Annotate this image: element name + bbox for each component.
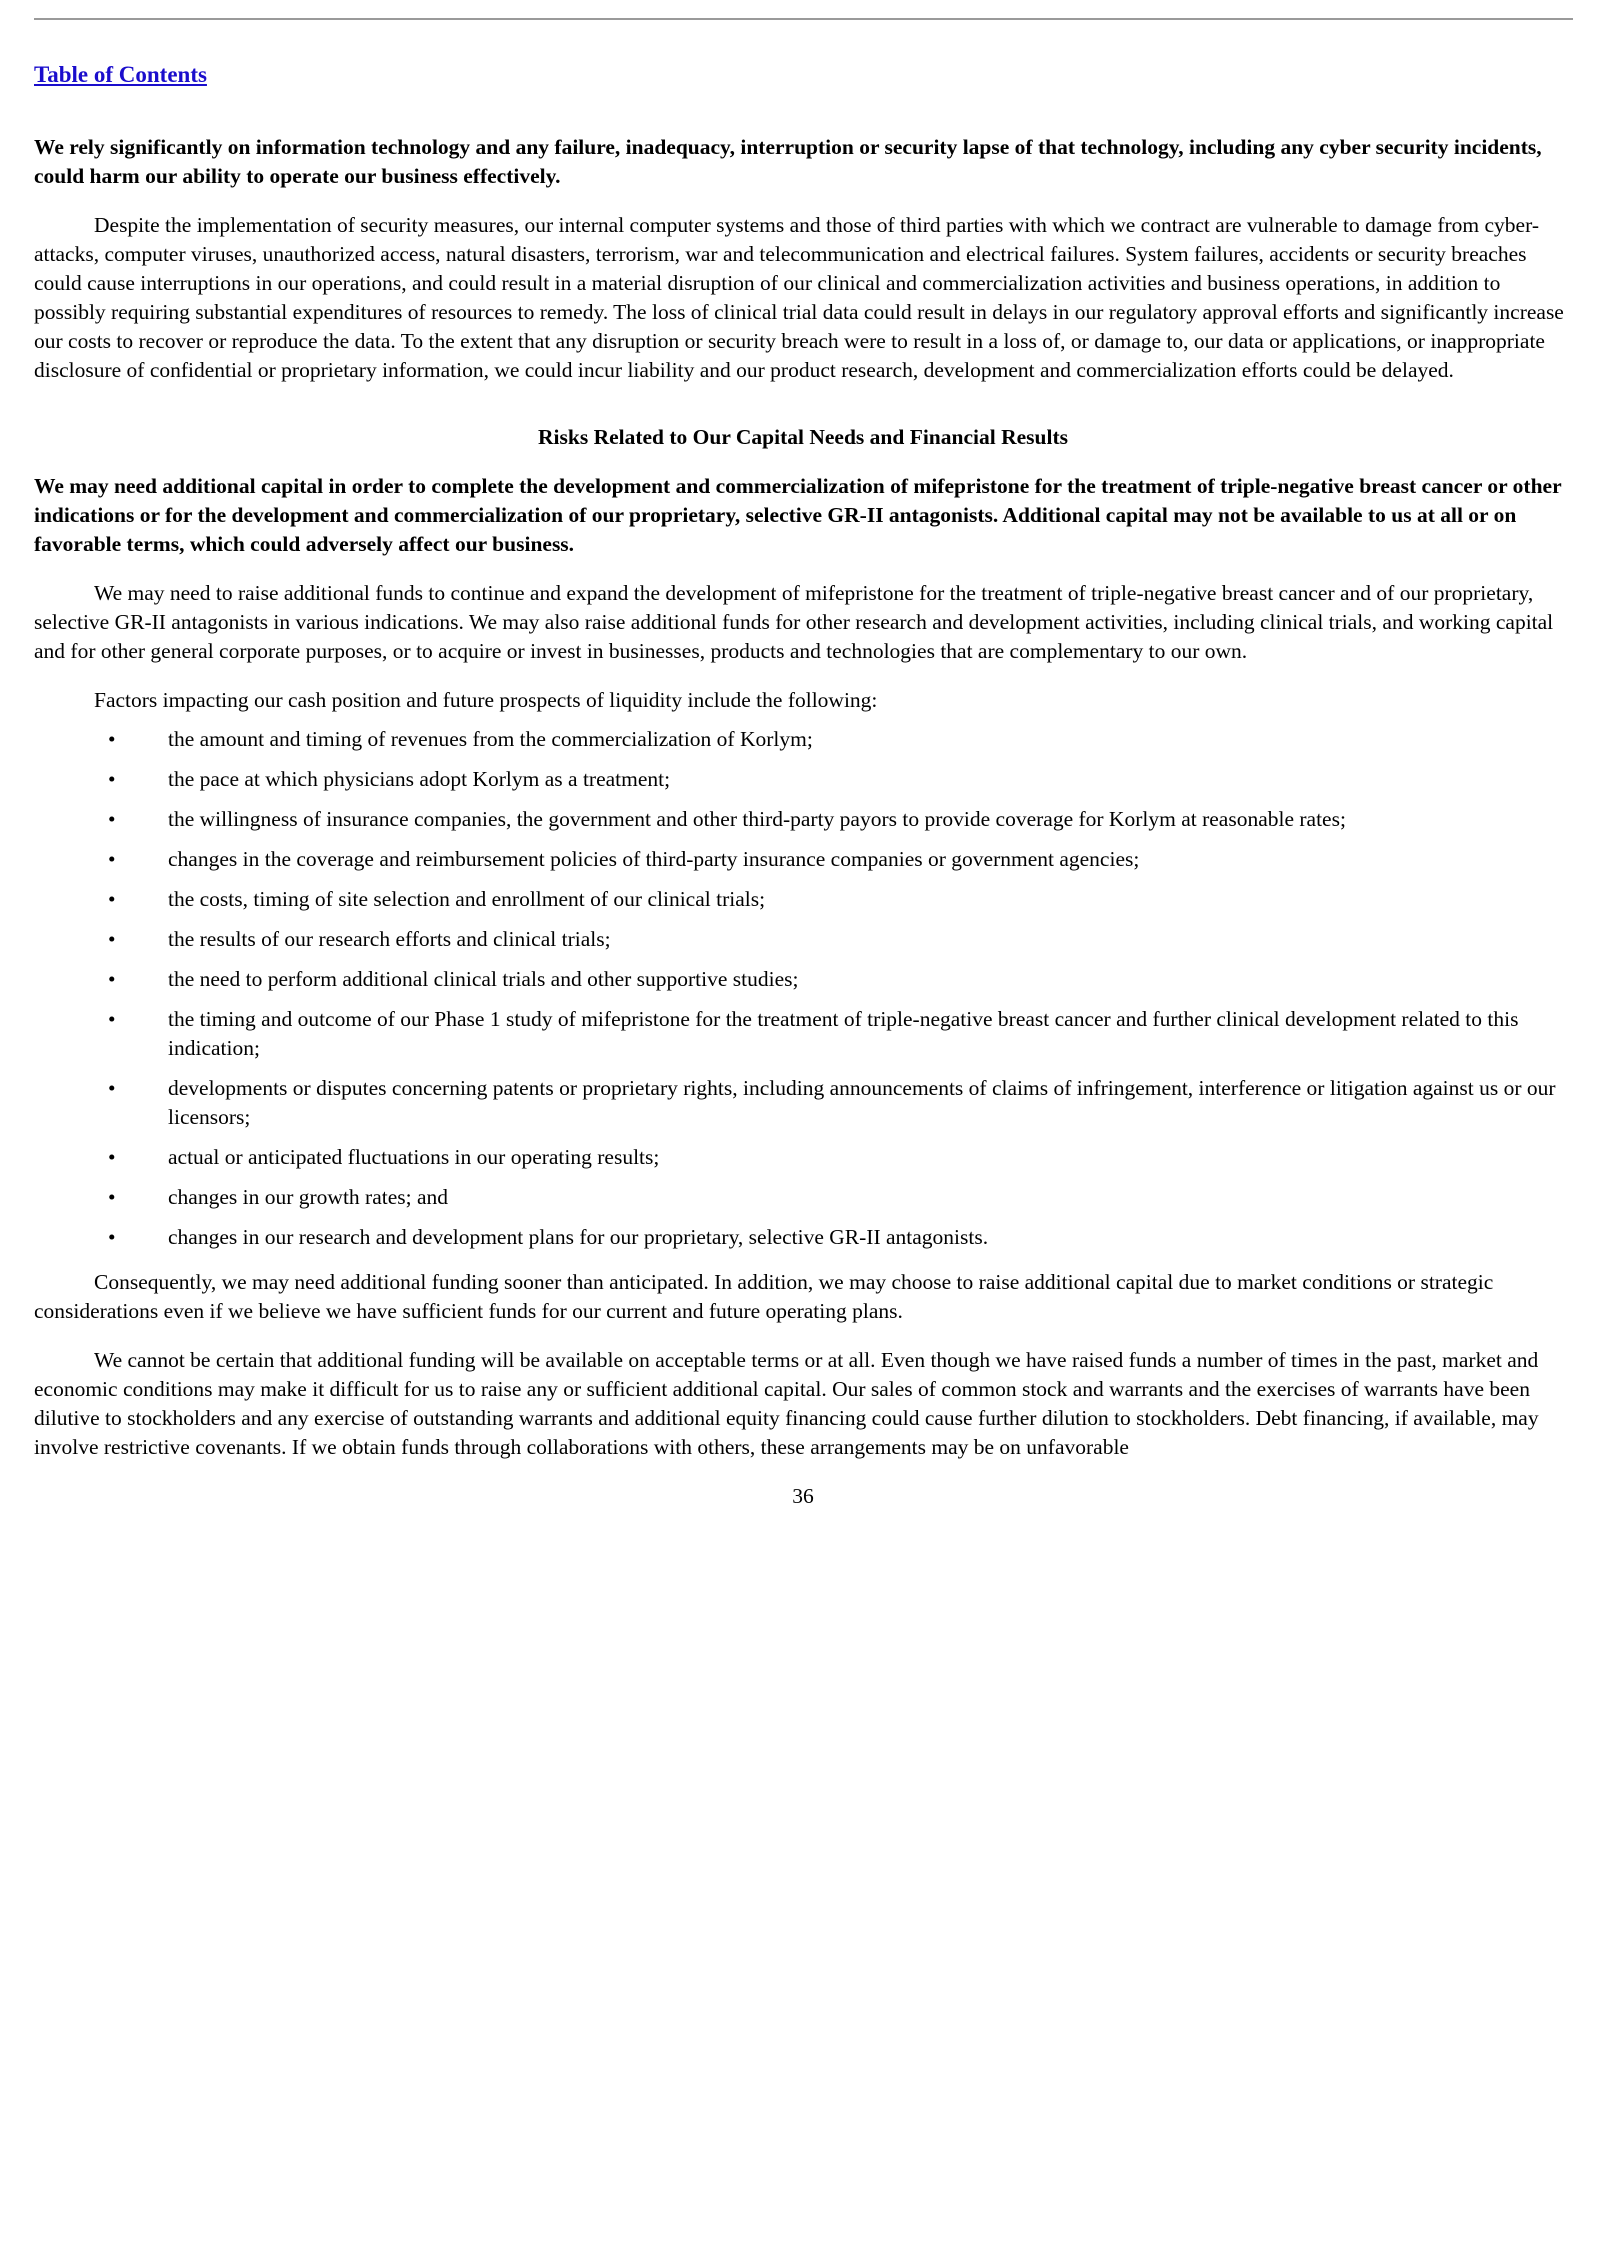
bullet-icon: • — [108, 967, 116, 991]
page-number: 36 — [792, 1484, 814, 1508]
list-item-text: the timing and outcome of our Phase 1 study of mifepristone for the treatment of triple-negative breast cancer and further clinical development related to this indication; — [168, 1007, 1519, 1060]
top-divider — [34, 18, 1573, 20]
list-item — [34, 1005, 1572, 1063]
list-item-text: changes in our research and development plans for our proprietary, selective GR-II antagonists. — [168, 1225, 989, 1249]
list-item — [34, 1183, 1572, 1212]
list-item — [34, 885, 1572, 914]
factors-list — [34, 725, 1572, 1252]
bullet-icon: • — [108, 1225, 116, 1249]
list-item-text: the amount and timing of revenues from the commercialization of Korlym; — [168, 727, 813, 751]
document-body — [34, 133, 1572, 1511]
list-item-text: the results of our research efforts and clinical trials; — [168, 927, 611, 951]
bullet-icon: • — [108, 807, 116, 831]
bullet-icon: • — [108, 1076, 116, 1100]
list-item-text: actual or anticipated fluctuations in our operating results; — [168, 1145, 660, 1169]
list-item-text: the willingness of insurance companies, the government and other third-party payors to provide coverage for Korlym at reasonable rates; — [168, 807, 1346, 831]
bullet-icon: • — [108, 887, 116, 911]
list-item-text: developments or disputes concerning patents or proprietary rights, including announcements of claims of infringement, interference or litigation against us or our licensors; — [168, 1076, 1556, 1129]
list-item — [34, 925, 1572, 954]
list-item-text: changes in our growth rates; and — [168, 1185, 449, 1209]
list-item — [34, 765, 1572, 794]
capital-paragraph-1: We may need to raise additional funds to continue and expand the development of mifepristone for the treatment of triple-negative breast cancer and of our proprietary, selective GR-II antagonists in various indications. We may also raise additional funds for other research and development activities, including clinical trials, and working capital and for other general corporate purposes, or to acquire or invest in businesses, products and technologies that are complementary to our own. — [34, 581, 1554, 663]
list-item — [34, 1143, 1572, 1172]
list-item — [34, 965, 1572, 994]
bullet-icon: • — [108, 927, 116, 951]
list-item-text: the costs, timing of site selection and enrollment of our clinical trials; — [168, 887, 766, 911]
capital-section-title: Risks Related to Our Capital Needs and Financial Results — [538, 425, 1068, 449]
it-risk-paragraph: Despite the implementation of security measures, our internal computer systems and those of third parties with which we contract are vulnerable to damage from cyber-attacks, computer viruses, unauthorized access, natural disasters, terrorism, war and telecommunication and electrical failures. System failures, accidents or security breaches could cause interruptions in our operations, and could result in a material disruption of our clinical and commercialization activities and business operations, in addition to possibly requiring substantial expenditures of resources to remedy. The loss of clinical trial data could result in delays in our regulatory approval efforts and significantly increase our costs to recover or reproduce the data. To the extent that any disruption or security breach were to result in a loss of, or damage to, our data or applications, or inappropriate disclosure of confidential or proprietary information, we could incur liability and our product research, development and commercialization efforts could be delayed. — [34, 213, 1564, 382]
factors-intro: Factors impacting our cash position and future prospects of liquidity include the following: — [94, 688, 878, 712]
list-item — [34, 1223, 1572, 1252]
capital-paragraph-2: Consequently, we may need additional funding sooner than anticipated. In addition, we may choose to raise additional capital due to market conditions or strategic considerations even if we believe we have sufficient funds for our current and future operating plans. — [34, 1270, 1494, 1323]
capital-risk-heading: We may need additional capital in order to complete the development and commercialization of mifepristone for the treatment of triple-negative breast cancer or other indications or for the development and commercialization of our proprietary, selective GR-II antagonists. Additional capital may not be available to us at all or on favorable terms, which could adversely affect our business. — [34, 474, 1562, 556]
list-item-text: the need to perform additional clinical trials and other supportive studies; — [168, 967, 799, 991]
list-item-text: changes in the coverage and reimbursement policies of third-party insurance companies or government agencies; — [168, 847, 1140, 871]
bullet-icon: • — [108, 767, 116, 791]
list-item — [34, 805, 1572, 834]
bullet-icon: • — [108, 1185, 116, 1209]
list-item-text: the pace at which physicians adopt Korlym as a treatment; — [168, 767, 671, 791]
list-item — [34, 1074, 1572, 1132]
capital-paragraph-3: We cannot be certain that additional funding will be available on acceptable terms or at all. Even though we have raised funds a number of times in the past, market and economic conditions may make it difficult for us to raise any or sufficient additional capital. Our sales of common stock and warrants and the exercises of warrants have been dilutive to stockholders and any exercise of outstanding warrants and additional equity financing could cause further dilution to stockholders. Debt financing, if available, may involve restrictive covenants. If we obtain funds through collaborations with others, these arrangements may be on unfavorable — [34, 1348, 1539, 1459]
it-risk-heading: We rely significantly on information technology and any failure, inadequacy, interruption or security lapse of that technology, including any cyber security incidents, could harm our ability to operate our business effectively. — [34, 135, 1542, 188]
list-item — [34, 845, 1572, 874]
bullet-icon: • — [108, 1007, 116, 1031]
bullet-icon: • — [108, 727, 116, 751]
bullet-icon: • — [108, 847, 116, 871]
bullet-icon: • — [108, 1145, 116, 1169]
list-item — [34, 725, 1572, 754]
table-of-contents-link[interactable]: Table of Contents — [34, 62, 207, 87]
